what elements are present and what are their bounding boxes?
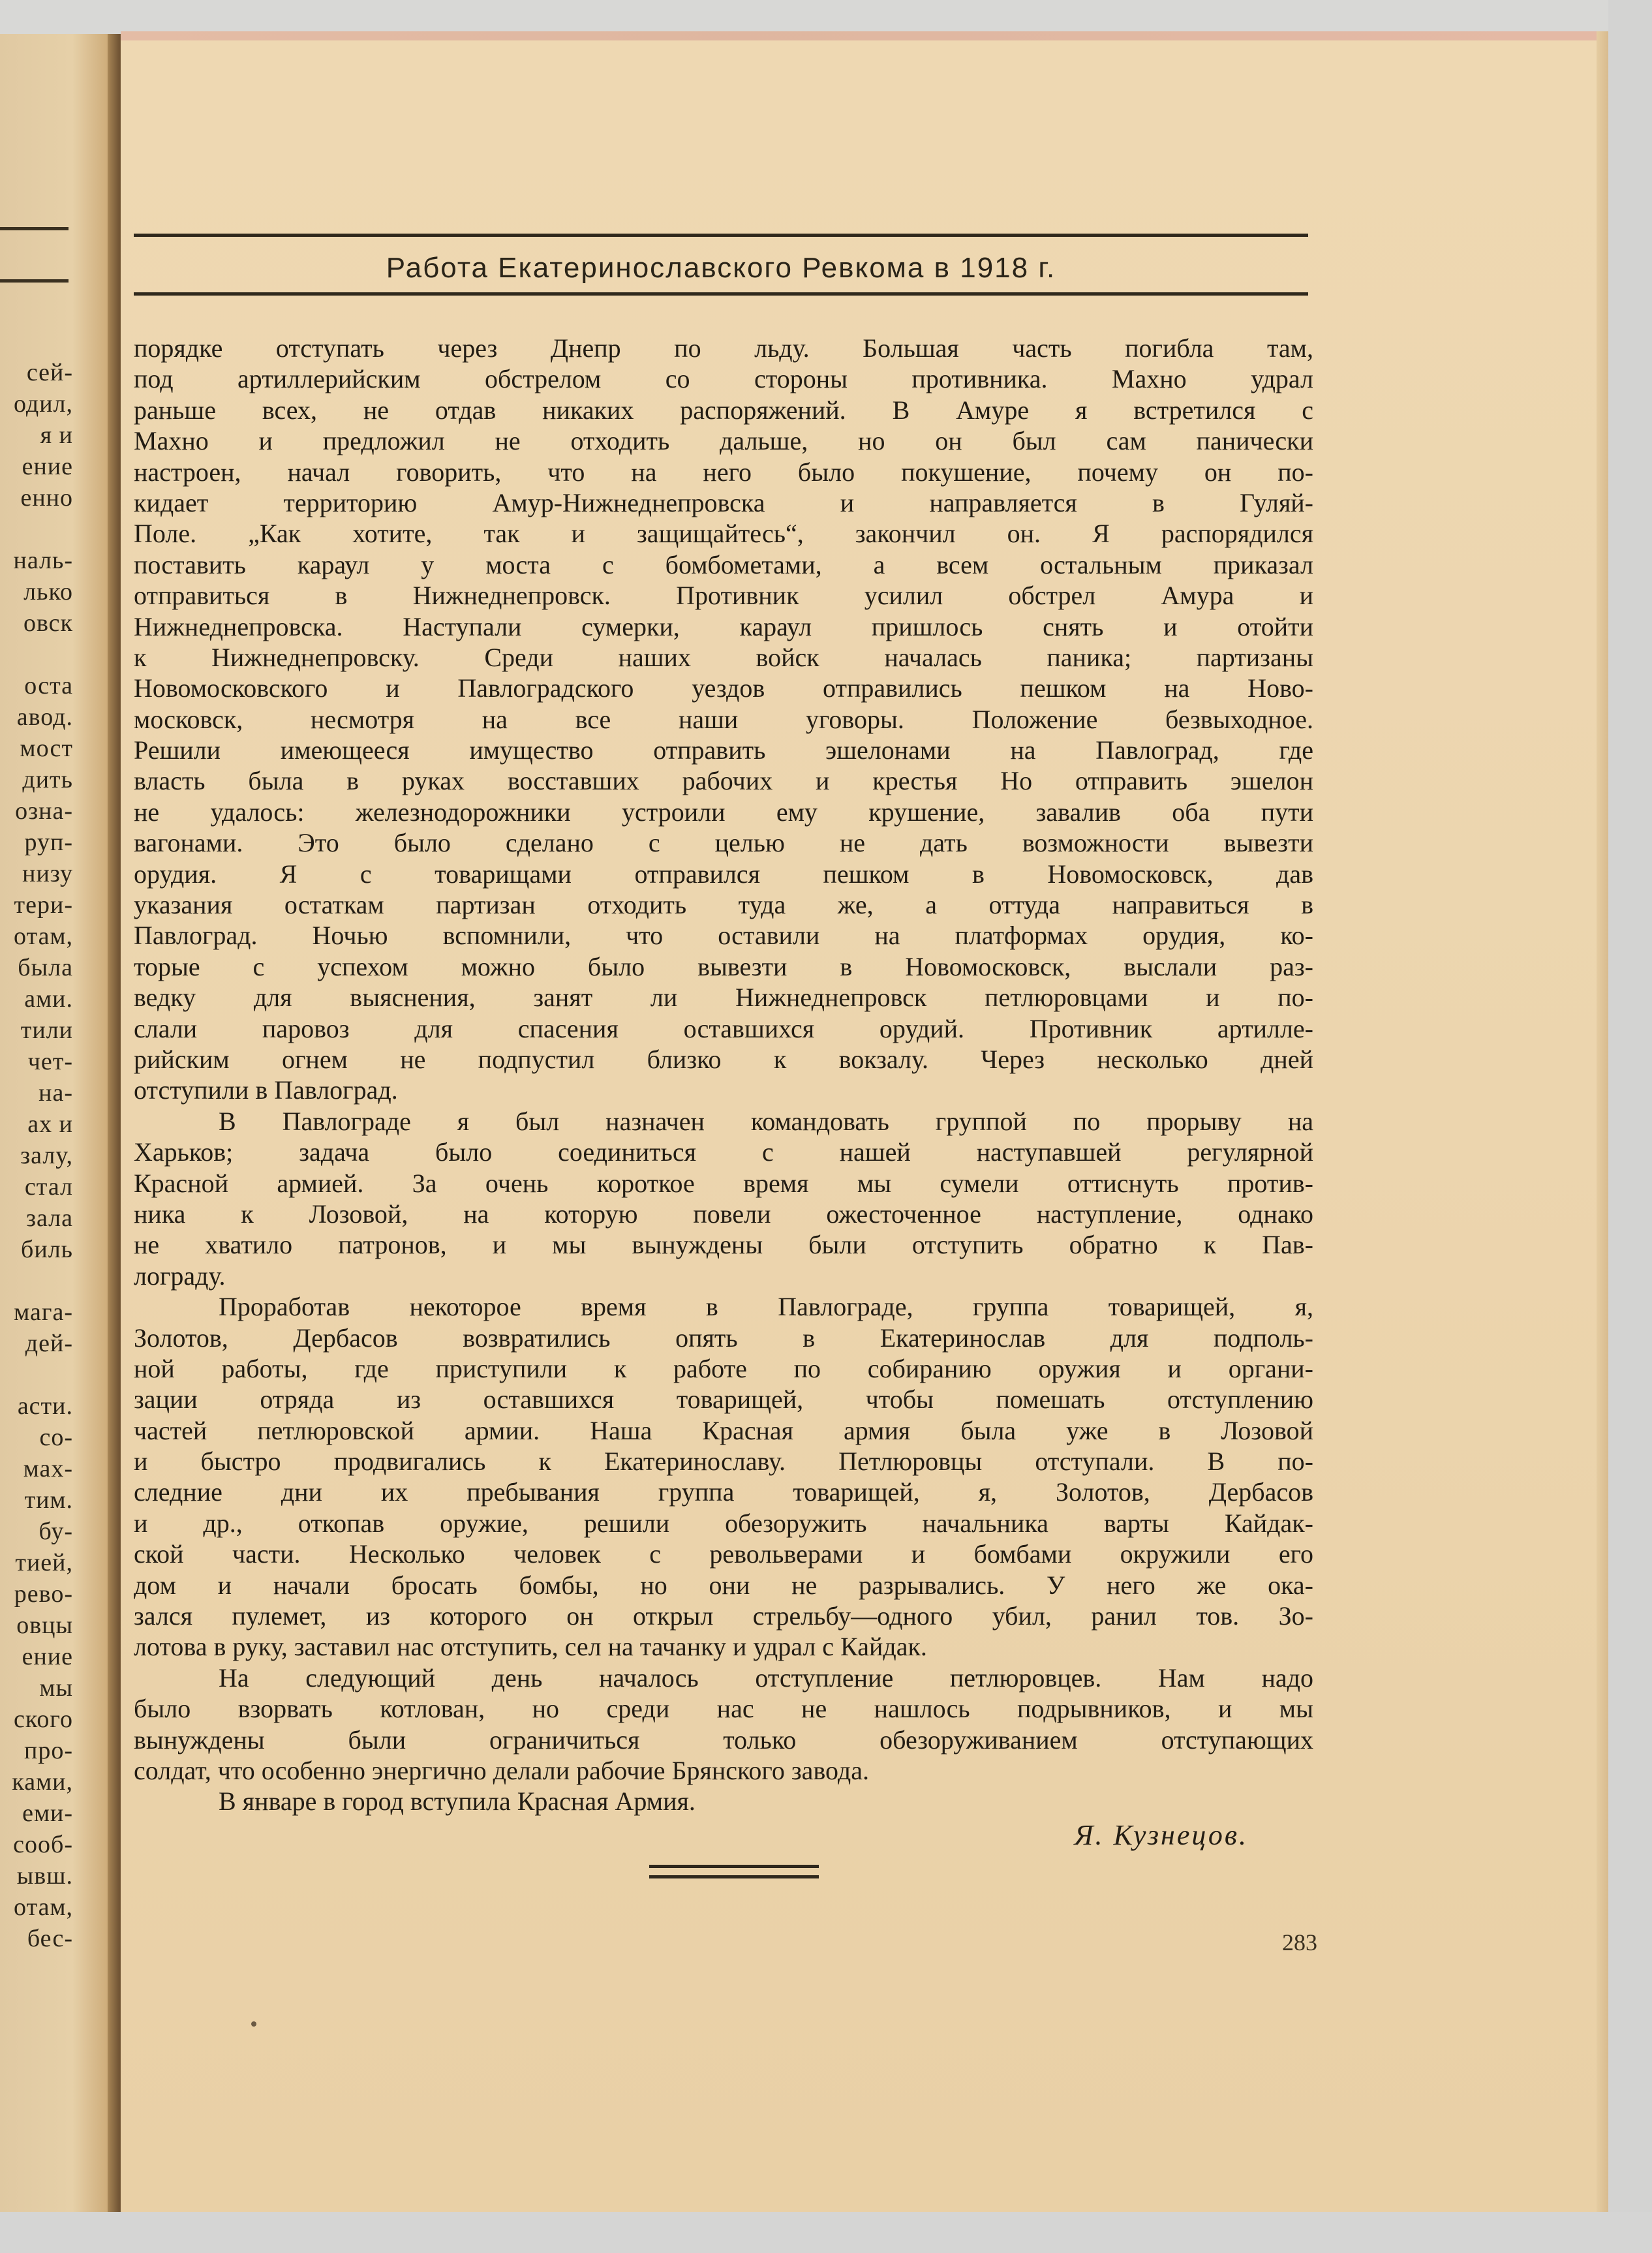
- text-line: следние дни их пребывания группа товарищей, я, Золотов, Дербасов: [134, 1477, 1313, 1507]
- left-page-fragment: со-: [39, 1424, 73, 1451]
- left-page-fragment: зала: [25, 1204, 73, 1232]
- text-line: Красной армией. За очень короткое время мы сумели оттиснуть против-: [134, 1168, 1313, 1198]
- text-line: вагонами. Это было сделано с целью не дать возможности вывезти: [134, 828, 1313, 858]
- left-page-fragment: мы: [39, 1674, 73, 1702]
- left-page-fragment: отам,: [14, 923, 73, 950]
- text-line: московск, несмотря на все наши уговоры. Положение безвыходное.: [134, 704, 1313, 734]
- text-line: Нижнеднепровска. Наступали сумерки, караул пришлось снять и отойти: [134, 611, 1313, 641]
- text-line: ной работы, где приступили к работе по собиранию оружия и органи-: [134, 1353, 1313, 1383]
- text-line: В январе в город вступила Красная Армия.: [219, 1786, 696, 1816]
- paragraph: [134, 1106, 1313, 1291]
- left-page-rule: [0, 279, 69, 283]
- left-page-fragment: овцы: [16, 1612, 73, 1639]
- paragraph: [134, 1663, 1313, 1786]
- text-line: ведку для выяснения, занят ли Нижнеднепровск петлюровцами и по-: [134, 983, 1313, 1013]
- left-page-fragment: про-: [24, 1737, 73, 1764]
- left-page-edge: [0, 34, 121, 2212]
- text-line: кидает территорию Амур-Нижнеднепровска и направляется в Гуляй-: [134, 487, 1313, 517]
- left-page-fragment: стал: [24, 1173, 73, 1201]
- text-line: власть была в руках восставших рабочих и крестья Но отправить эшелон: [134, 766, 1313, 796]
- text-line: На следующий день началось отступление петлюровцев. Нам надо: [219, 1663, 1313, 1693]
- left-page-fragment: дить: [22, 766, 73, 793]
- text-line: Проработав некоторое время в Павлограде, группа товарищей, я,: [219, 1292, 1313, 1322]
- left-page-fragment: рево-: [14, 1580, 73, 1608]
- text-line: торые с успехом можно было вывезти в Новомосковск, выслали раз-: [134, 951, 1313, 981]
- text-line: Харьков; задача было соединиться с нашей наступавшей регулярной: [134, 1137, 1313, 1167]
- text-line: рийским огнем не подпустил близко к вокзалу. Через несколько дней: [134, 1044, 1313, 1074]
- text-line: лограду.: [134, 1261, 226, 1291]
- left-page-fragment: [0, 1265, 73, 1296]
- left-page-fragment: одил,: [13, 390, 73, 418]
- left-page-fragment: сооб-: [13, 1831, 73, 1858]
- paragraph: [134, 1291, 1313, 1663]
- left-page-fragment: ками,: [12, 1768, 73, 1796]
- text-line: Поле. „Как хотите, так и защищайтесь“, закончил он. Я распорядился: [134, 519, 1313, 549]
- text-line: под артиллерийским обстрелом со стороны противника. Махно удрал: [134, 364, 1313, 394]
- author-signature: Я. Кузнецов.: [1074, 1818, 1248, 1851]
- left-page-fragment: тим.: [24, 1486, 73, 1514]
- left-page-fragment: отам,: [14, 1893, 73, 1921]
- left-page-rule: [0, 227, 69, 230]
- text-line: солдат, что особенно энергично делали рабочие Брянского завода.: [134, 1755, 869, 1785]
- page-top-edge: [121, 31, 1608, 40]
- text-line: не удалось: железнодорожники устроили ему крушение, завалив оба пути: [134, 797, 1313, 827]
- running-head: Работа Екатеринославского Ревкома в 1918 г.: [386, 252, 1056, 284]
- left-page-fragment: тией,: [15, 1549, 73, 1576]
- text-line: и др., откопав оружие, решили обезоружить начальника варты Кайдак-: [134, 1508, 1313, 1538]
- article-body: [134, 333, 1313, 1854]
- left-page-fragment: ах и: [27, 1111, 73, 1138]
- text-line: ской части. Несколько человек с револьверами и бомбами окружили его: [134, 1539, 1313, 1569]
- header-rule-bottom: [134, 292, 1308, 296]
- text-line: лотова в руку, заставил нас отступить, сел на тачанку и удрал с Кайдак.: [134, 1632, 927, 1662]
- left-page-fragment: озна-: [15, 797, 73, 825]
- text-line: зался пулемет, из которого он открыл стрельбу—одного убил, ранил тов. Зо-: [134, 1601, 1313, 1631]
- left-page-text: [0, 357, 73, 1954]
- text-line: Решили имеющееся имущество отправить эшелонами на Павлоград, где: [134, 735, 1313, 765]
- text-line: орудия. Я с товарищами отправился пешком в Новомосковск, дав: [134, 859, 1313, 889]
- left-page-fragment: мах-: [23, 1455, 73, 1482]
- scanner-background-bottom: [0, 2212, 1652, 2253]
- left-page-fragment: енно: [20, 484, 73, 512]
- text-line: и быстро продвигались к Екатеринославу. Петлюровцы отступали. В по-: [134, 1447, 1313, 1477]
- text-line: указания остаткам партизан отходить туда же, а оттуда направиться в: [134, 890, 1313, 920]
- left-page-fragment: бес-: [27, 1925, 73, 1952]
- text-line: слали паровоз для спасения оставшихся орудий. Противник артилле-: [134, 1013, 1313, 1043]
- left-page-fragment: ывш.: [16, 1862, 73, 1890]
- left-page-fragment: низу: [22, 860, 73, 887]
- text-line: Павлоград. Ночью вспомнили, что оставили на платформах орудия, ко-: [134, 921, 1313, 951]
- scanner-background-right: [1608, 0, 1652, 2253]
- left-page-fragment: [0, 639, 73, 670]
- left-page-fragment: еми-: [22, 1800, 73, 1827]
- paper-speck: [251, 2021, 256, 2027]
- left-page-fragment: биль: [21, 1236, 73, 1263]
- text-line: было взорвать котлован, но среди нас не нашлось подрывников, и мы: [134, 1694, 1313, 1724]
- page-number: 283: [1282, 1929, 1317, 1955]
- left-page-fragment: тили: [20, 1017, 73, 1044]
- text-line: В Павлограде я был назначен командовать группой по прорыву на: [219, 1106, 1313, 1136]
- paragraph: [134, 333, 1313, 1106]
- left-page-fragment: руп-: [24, 829, 73, 856]
- left-page-fragment: лько: [23, 578, 73, 605]
- text-line: вынуждены были ограничиться только обезоруживанием отступающих: [134, 1724, 1313, 1755]
- left-page-fragment: ами.: [24, 985, 73, 1013]
- left-page-fragment: мага-: [14, 1298, 73, 1326]
- left-page-fragment: [0, 1359, 73, 1390]
- left-page-fragment: я и: [40, 421, 73, 449]
- left-page-fragment: наль-: [13, 547, 73, 574]
- end-rule-1: [649, 1865, 819, 1868]
- text-line: порядке отступать через Днепр по льду. Большая часть погибла там,: [134, 333, 1313, 363]
- left-page-fragment: дей-: [25, 1330, 73, 1357]
- left-page-fragment: залу,: [20, 1142, 73, 1169]
- left-page-fragment: [0, 513, 73, 545]
- text-line: отступили в Павлоград.: [134, 1075, 398, 1105]
- text-line: поставить караул у моста с бомбометами, а всем остальным приказал: [134, 549, 1313, 579]
- text-line: зации отряда из оставшихся товарищей, чтобы помешать отступлению: [134, 1385, 1313, 1415]
- text-line: Новомосковского и Павлоградского уездов отправились пешком на Ново-: [134, 673, 1313, 703]
- paragraph: [134, 1786, 1313, 1816]
- text-line: частей петлюровской армии. Наша Красная армия была уже в Лозовой: [134, 1415, 1313, 1445]
- left-page-fragment: мост: [20, 735, 73, 762]
- left-page-fragment: ского: [13, 1706, 73, 1733]
- text-line: дом и начали бросать бомбы, но они не разрывались. У него же ока-: [134, 1570, 1313, 1600]
- left-page-fragment: была: [18, 954, 73, 981]
- left-page-fragment: асти.: [17, 1392, 73, 1420]
- left-page-fragment: сей-: [26, 359, 73, 386]
- text-line: к Нижнеднепровску. Среди наших войск началась паника; партизаны: [134, 642, 1313, 672]
- left-page-fragment: бу-: [38, 1518, 73, 1545]
- text-line: отправиться в Нижнеднепровск. Противник усилил обстрел Амура и: [134, 581, 1313, 611]
- text-line: настроен, начал говорить, что на него было покушение, почему он по-: [134, 457, 1313, 487]
- text-line: Золотов, Дербасов возвратились опять в Екатеринослав для подполь-: [134, 1323, 1313, 1353]
- left-page-fragment: оста: [24, 672, 73, 699]
- left-page-fragment: тери-: [14, 891, 73, 919]
- text-line: Махно и предложил не отходить дальше, но он был сам панически: [134, 426, 1313, 456]
- end-rule-2: [649, 1875, 819, 1878]
- left-page-fragment: ение: [22, 1643, 73, 1670]
- text-line: раньше всех, не отдав никаких распоряжений. В Амуре я встретился с: [134, 395, 1313, 425]
- left-page-fragment: на-: [38, 1079, 73, 1107]
- book-page: [121, 31, 1608, 2212]
- text-line: не хватило патронов, и мы вынуждены были отступить обратно к Пав-: [134, 1230, 1313, 1260]
- left-page-fragment: овск: [23, 609, 73, 637]
- header-rule-top: [134, 234, 1308, 237]
- left-page-fragment: ение: [22, 453, 73, 480]
- left-page-fragment: авод.: [16, 703, 73, 731]
- left-page-fragment: чет-: [27, 1048, 73, 1075]
- text-line: ника к Лозовой, на которую повели ожесточенное наступление, однако: [134, 1199, 1313, 1229]
- page-right-edge: [1597, 31, 1608, 2212]
